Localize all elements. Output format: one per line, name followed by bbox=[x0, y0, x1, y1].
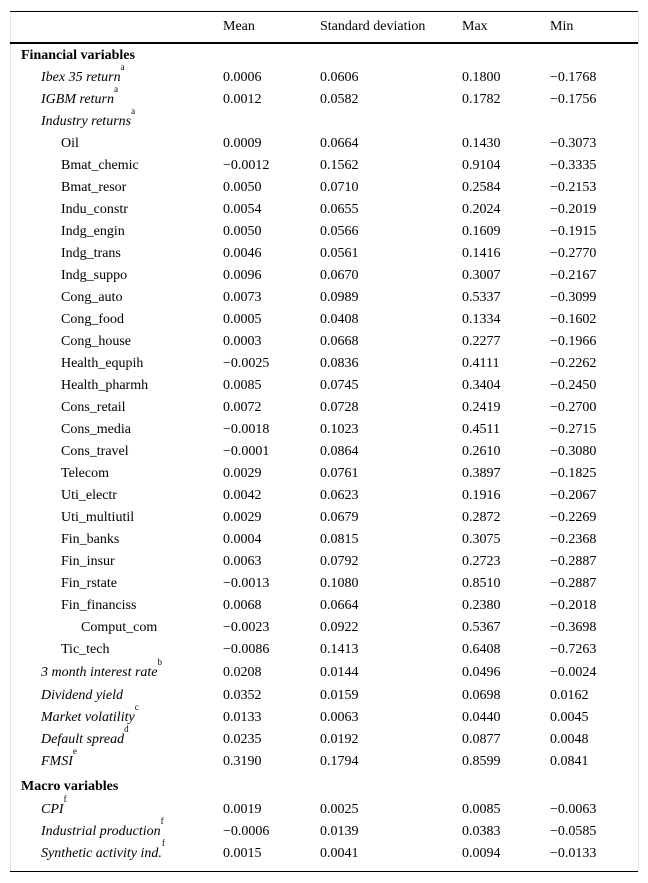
row-label-text: Cong_auto bbox=[61, 290, 123, 305]
cell-min: −0.2167 bbox=[550, 268, 597, 283]
cell-min: −0.3099 bbox=[550, 290, 597, 305]
cell-min: −0.2770 bbox=[550, 246, 597, 261]
cell-sd: 0.0664 bbox=[320, 598, 359, 613]
row-label-text: Uti_electr bbox=[61, 488, 117, 503]
row-label-text: Default spread bbox=[41, 732, 125, 747]
row-label bbox=[0, 400, 126, 416]
table-row bbox=[0, 246, 648, 268]
header-max: Max bbox=[462, 19, 488, 34]
table-row bbox=[0, 724, 648, 754]
cell-min: −0.1825 bbox=[550, 466, 597, 481]
cell-max: 0.0698 bbox=[462, 688, 501, 703]
row-label-text: Cons_media bbox=[61, 422, 131, 437]
row-label bbox=[0, 334, 131, 350]
cell-mean: 0.0096 bbox=[223, 268, 262, 283]
table-row bbox=[0, 466, 648, 488]
table-row bbox=[0, 136, 648, 158]
cell-min: −0.0585 bbox=[550, 824, 597, 839]
table-row bbox=[0, 268, 648, 290]
cell-mean: 0.0005 bbox=[223, 312, 262, 327]
row-label bbox=[0, 84, 118, 108]
cell-min: −0.0024 bbox=[550, 665, 597, 680]
row-label bbox=[0, 488, 117, 504]
row-label bbox=[0, 642, 109, 658]
cell-min: −0.2067 bbox=[550, 488, 597, 503]
cell-sd: 0.0728 bbox=[320, 400, 359, 415]
cell-sd: 0.0668 bbox=[320, 334, 359, 349]
cell-max: 0.2419 bbox=[462, 400, 501, 415]
row-label bbox=[0, 224, 125, 240]
row-label bbox=[0, 657, 163, 681]
row-label-text: FMSI bbox=[41, 754, 73, 769]
table-row bbox=[0, 510, 648, 532]
row-label bbox=[0, 746, 77, 770]
cell-min: −0.3080 bbox=[550, 444, 597, 459]
row-label bbox=[0, 246, 121, 262]
row-label-text: Indu_constr bbox=[61, 202, 128, 217]
header-standard-deviation: Standard deviation bbox=[320, 19, 426, 34]
row-label bbox=[0, 598, 136, 614]
cell-sd: 0.1080 bbox=[320, 576, 359, 591]
cell-min: 0.0045 bbox=[550, 710, 589, 725]
table-row bbox=[0, 444, 648, 466]
cell-sd: 0.1023 bbox=[320, 422, 359, 437]
cell-max: 0.2277 bbox=[462, 334, 501, 349]
table-row bbox=[0, 488, 648, 510]
cell-max: 0.5337 bbox=[462, 290, 501, 305]
cell-min: 0.0048 bbox=[550, 732, 589, 747]
table-row bbox=[0, 356, 648, 378]
row-label-text: Uti_multiutil bbox=[61, 510, 135, 525]
cell-min: −0.2887 bbox=[550, 554, 597, 569]
row-label bbox=[0, 532, 119, 548]
cell-mean: 0.0050 bbox=[223, 224, 262, 239]
cell-max: 0.8510 bbox=[462, 576, 501, 591]
row-label-text: Oil bbox=[61, 136, 79, 151]
row-label bbox=[0, 702, 139, 726]
row-label-text: Bmat_chemic bbox=[61, 158, 139, 173]
footnote-marker: d bbox=[124, 724, 129, 734]
cell-sd: 0.0623 bbox=[320, 488, 359, 503]
row-label bbox=[0, 378, 148, 394]
row-label-text: Fin_financiss bbox=[61, 598, 137, 613]
cell-sd: 0.0664 bbox=[320, 136, 359, 151]
cell-mean: 0.0009 bbox=[223, 136, 262, 151]
row-label bbox=[0, 290, 122, 306]
cell-mean: 0.0006 bbox=[223, 70, 262, 85]
section-header-row bbox=[0, 779, 648, 801]
cell-sd: 0.0159 bbox=[320, 688, 359, 703]
row-label-text: Fin_insur bbox=[61, 554, 115, 569]
row-label bbox=[0, 180, 126, 196]
table-row bbox=[0, 642, 648, 664]
table-row bbox=[0, 532, 648, 554]
cell-sd: 0.0144 bbox=[320, 665, 359, 680]
cell-mean: 0.0012 bbox=[223, 92, 262, 107]
header-mean: Mean bbox=[223, 19, 255, 34]
cell-sd: 0.0989 bbox=[320, 290, 359, 305]
footnote-marker: f bbox=[63, 794, 67, 804]
cell-mean: 0.0042 bbox=[223, 488, 262, 503]
cell-max: 0.0085 bbox=[462, 802, 501, 817]
row-label bbox=[0, 816, 164, 840]
cell-mean: 0.0019 bbox=[223, 802, 262, 817]
section-header-row bbox=[0, 48, 648, 70]
cell-sd: 0.0025 bbox=[320, 802, 359, 817]
table-row bbox=[0, 62, 648, 92]
row-label-text: IGBM return bbox=[41, 92, 114, 107]
cell-mean: 0.3190 bbox=[223, 754, 262, 769]
table-row bbox=[0, 620, 648, 642]
cell-max: 0.1782 bbox=[462, 92, 501, 107]
table-row bbox=[0, 84, 648, 114]
cell-min: −0.2019 bbox=[550, 202, 597, 217]
row-label-text: Bmat_resor bbox=[61, 180, 127, 195]
cell-sd: 0.0761 bbox=[320, 466, 359, 481]
row-label-text: Dividend yield bbox=[41, 688, 124, 703]
cell-sd: 0.1794 bbox=[320, 754, 359, 769]
cell-mean: 0.0003 bbox=[223, 334, 262, 349]
cell-max: 0.0383 bbox=[462, 824, 501, 839]
cell-min: −0.2715 bbox=[550, 422, 597, 437]
table-row bbox=[0, 290, 648, 312]
row-label bbox=[0, 136, 79, 152]
cell-mean: −0.0018 bbox=[223, 422, 270, 437]
cell-sd: 0.1413 bbox=[320, 642, 359, 657]
cell-sd: 0.0670 bbox=[320, 268, 359, 283]
footnote-marker: a bbox=[120, 62, 125, 72]
cell-mean: 0.0085 bbox=[223, 378, 262, 393]
cell-max: 0.1609 bbox=[462, 224, 501, 239]
cell-sd: 0.0745 bbox=[320, 378, 359, 393]
table-bottom-rule bbox=[10, 871, 638, 872]
row-label bbox=[0, 268, 127, 284]
row-label bbox=[0, 422, 131, 438]
table-row bbox=[0, 794, 648, 824]
cell-min: −0.2262 bbox=[550, 356, 597, 371]
table-row bbox=[0, 312, 648, 334]
row-label-text: Financial variables bbox=[21, 48, 135, 63]
table-row bbox=[0, 657, 648, 687]
table-row bbox=[0, 838, 648, 868]
cell-mean: 0.0235 bbox=[223, 732, 262, 747]
cell-mean: −0.0013 bbox=[223, 576, 270, 591]
row-label-text: Telecom bbox=[61, 466, 109, 481]
cell-min: −0.7263 bbox=[550, 642, 597, 657]
cell-max: 0.8599 bbox=[462, 754, 501, 769]
table-row bbox=[0, 158, 648, 180]
cell-max: 0.1334 bbox=[462, 312, 501, 327]
row-label-text: Macro variables bbox=[21, 779, 119, 794]
row-label-text: CPI bbox=[41, 802, 64, 817]
cell-sd: 0.0655 bbox=[320, 202, 359, 217]
cell-mean: −0.0006 bbox=[223, 824, 270, 839]
cell-max: 0.3075 bbox=[462, 532, 501, 547]
cell-min: −0.2269 bbox=[550, 510, 597, 525]
row-label bbox=[0, 312, 124, 328]
row-label-text: Comput_com bbox=[81, 620, 158, 635]
cell-max: 0.1416 bbox=[462, 246, 501, 261]
cell-mean: −0.0025 bbox=[223, 356, 270, 371]
cell-max: 0.3404 bbox=[462, 378, 501, 393]
cell-mean: 0.0046 bbox=[223, 246, 262, 261]
cell-min: 0.0841 bbox=[550, 754, 589, 769]
cell-max: 0.1916 bbox=[462, 488, 501, 503]
cell-sd: 0.0606 bbox=[320, 70, 359, 85]
table-row bbox=[0, 400, 648, 422]
cell-mean: 0.0004 bbox=[223, 532, 262, 547]
cell-sd: 0.0408 bbox=[320, 312, 359, 327]
row-label bbox=[0, 444, 129, 460]
table-row bbox=[0, 422, 648, 444]
cell-mean: 0.0073 bbox=[223, 290, 262, 305]
cell-sd: 0.0864 bbox=[320, 444, 359, 459]
cell-min: −0.2700 bbox=[550, 400, 597, 415]
row-label-text: Industrial production bbox=[41, 824, 161, 839]
row-label-text: Cons_retail bbox=[61, 400, 126, 415]
cell-min: 0.0162 bbox=[550, 688, 589, 703]
row-label-text: Tic_tech bbox=[61, 642, 110, 657]
cell-max: 0.5367 bbox=[462, 620, 501, 635]
cell-sd: 0.0561 bbox=[320, 246, 359, 261]
row-label bbox=[0, 576, 117, 592]
cell-max: 0.2024 bbox=[462, 202, 501, 217]
footnote-marker: e bbox=[72, 746, 77, 756]
cell-min: −0.1915 bbox=[550, 224, 597, 239]
cell-max: 0.2584 bbox=[462, 180, 501, 195]
cell-mean: 0.0063 bbox=[223, 554, 262, 569]
cell-mean: 0.0054 bbox=[223, 202, 262, 217]
cell-max: 0.1800 bbox=[462, 70, 501, 85]
row-label-text: Cons_travel bbox=[61, 444, 129, 459]
cell-max: 0.6408 bbox=[462, 642, 501, 657]
footnote-marker: a bbox=[131, 106, 136, 116]
cell-min: −0.2018 bbox=[550, 598, 597, 613]
cell-mean: 0.0133 bbox=[223, 710, 262, 725]
row-label bbox=[0, 554, 115, 570]
cell-max: 0.1430 bbox=[462, 136, 501, 151]
cell-min: −0.3698 bbox=[550, 620, 597, 635]
cell-max: 0.0877 bbox=[462, 732, 501, 747]
row-label bbox=[0, 158, 139, 174]
row-label bbox=[0, 838, 165, 862]
table-row bbox=[0, 334, 648, 356]
row-label-text: Fin_banks bbox=[61, 532, 120, 547]
cell-max: 0.9104 bbox=[462, 158, 501, 173]
row-label bbox=[0, 510, 134, 526]
table-header-row bbox=[0, 19, 648, 41]
row-label bbox=[0, 724, 129, 748]
row-label-text: Fin_rstate bbox=[61, 576, 117, 591]
cell-min: −0.0133 bbox=[550, 846, 597, 861]
table-row bbox=[0, 106, 648, 136]
cell-mean: −0.0012 bbox=[223, 158, 270, 173]
cell-mean: 0.0015 bbox=[223, 846, 262, 861]
row-label-text: Health_equpih bbox=[61, 356, 144, 371]
header-min: Min bbox=[550, 19, 574, 34]
cell-mean: 0.0029 bbox=[223, 466, 262, 481]
cell-mean: 0.0208 bbox=[223, 665, 262, 680]
cell-sd: 0.0582 bbox=[320, 92, 359, 107]
row-label-text: Indg_trans bbox=[61, 246, 121, 261]
cell-sd: 0.0192 bbox=[320, 732, 359, 747]
cell-max: 0.0094 bbox=[462, 846, 501, 861]
table-row bbox=[0, 702, 648, 732]
cell-max: 0.4111 bbox=[462, 356, 500, 371]
cell-min: −0.3073 bbox=[550, 136, 597, 151]
cell-sd: 0.0679 bbox=[320, 510, 359, 525]
row-label-text: Cong_food bbox=[61, 312, 124, 327]
cell-max: 0.2872 bbox=[462, 510, 501, 525]
row-label-text: Ibex 35 return bbox=[41, 70, 121, 85]
cell-sd: 0.0063 bbox=[320, 710, 359, 725]
cell-sd: 0.1562 bbox=[320, 158, 359, 173]
cell-min: −0.0063 bbox=[550, 802, 597, 817]
cell-max: 0.2723 bbox=[462, 554, 501, 569]
cell-mean: 0.0029 bbox=[223, 510, 262, 525]
table-row bbox=[0, 224, 648, 246]
cell-mean: −0.0023 bbox=[223, 620, 270, 635]
row-label bbox=[0, 62, 125, 86]
cell-max: 0.0440 bbox=[462, 710, 501, 725]
cell-sd: 0.0836 bbox=[320, 356, 359, 371]
table-row bbox=[0, 180, 648, 202]
cell-min: −0.2450 bbox=[550, 378, 597, 393]
cell-sd: 0.0815 bbox=[320, 532, 359, 547]
cell-sd: 0.0922 bbox=[320, 620, 359, 635]
cell-min: −0.1602 bbox=[550, 312, 597, 327]
cell-sd: 0.0041 bbox=[320, 846, 359, 861]
cell-min: −0.1966 bbox=[550, 334, 597, 349]
cell-max: 0.3007 bbox=[462, 268, 501, 283]
cell-max: 0.0496 bbox=[462, 665, 501, 680]
table-row bbox=[0, 746, 648, 776]
row-label-text: 3 month interest rate bbox=[41, 665, 158, 680]
table-row bbox=[0, 688, 648, 710]
cell-mean: 0.0068 bbox=[223, 598, 262, 613]
cell-min: −0.1768 bbox=[550, 70, 597, 85]
cell-mean: 0.0050 bbox=[223, 180, 262, 195]
cell-max: 0.2380 bbox=[462, 598, 501, 613]
cell-mean: 0.0352 bbox=[223, 688, 262, 703]
row-label-text: Synthetic activity ind. bbox=[41, 846, 162, 861]
table-header-rule bbox=[10, 42, 638, 44]
cell-min: −0.2153 bbox=[550, 180, 597, 195]
footnote-marker: c bbox=[134, 702, 139, 712]
cell-min: −0.2887 bbox=[550, 576, 597, 591]
row-label-text: Market volatility bbox=[41, 710, 135, 725]
table-row bbox=[0, 202, 648, 224]
cell-mean: −0.0001 bbox=[223, 444, 270, 459]
table-row bbox=[0, 576, 648, 598]
cell-sd: 0.0710 bbox=[320, 180, 359, 195]
row-label bbox=[0, 202, 128, 218]
cell-sd: 0.0139 bbox=[320, 824, 359, 839]
row-label-text: Industry returns bbox=[41, 114, 132, 129]
row-label-text: Indg_suppo bbox=[61, 268, 128, 283]
cell-min: −0.1756 bbox=[550, 92, 597, 107]
row-label-text: Health_pharmh bbox=[61, 378, 149, 393]
cell-mean: −0.0086 bbox=[223, 642, 270, 657]
cell-max: 0.4511 bbox=[462, 422, 500, 437]
cell-min: −0.3335 bbox=[550, 158, 597, 173]
footnote-marker: f bbox=[161, 838, 165, 848]
cell-sd: 0.0792 bbox=[320, 554, 359, 569]
row-label bbox=[0, 356, 143, 372]
table-top-rule bbox=[10, 11, 638, 12]
row-label bbox=[0, 620, 157, 636]
table-row bbox=[0, 378, 648, 400]
row-label bbox=[0, 794, 67, 818]
row-label bbox=[0, 106, 136, 130]
row-label bbox=[0, 466, 109, 482]
row-label bbox=[0, 779, 118, 795]
row-label bbox=[0, 48, 135, 64]
footnote-marker: a bbox=[113, 84, 118, 94]
cell-mean: 0.0072 bbox=[223, 400, 262, 415]
cell-max: 0.2610 bbox=[462, 444, 501, 459]
cell-max: 0.3897 bbox=[462, 466, 501, 481]
table-row bbox=[0, 554, 648, 576]
table-row bbox=[0, 598, 648, 620]
row-label-text: Cong_house bbox=[61, 334, 131, 349]
row-label-text: Indg_engin bbox=[61, 224, 125, 239]
cell-sd: 0.0566 bbox=[320, 224, 359, 239]
footnote-marker: f bbox=[160, 816, 164, 826]
table-row bbox=[0, 816, 648, 846]
cell-min: −0.2368 bbox=[550, 532, 597, 547]
footnote-marker: b bbox=[157, 657, 163, 667]
row-label bbox=[0, 688, 123, 704]
